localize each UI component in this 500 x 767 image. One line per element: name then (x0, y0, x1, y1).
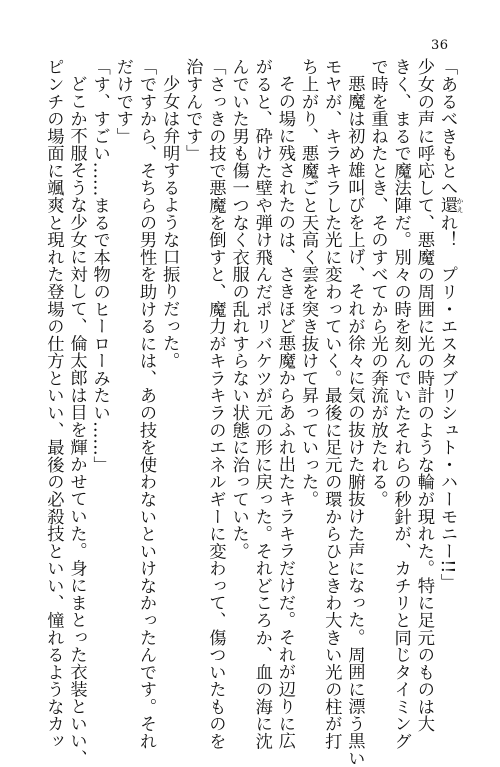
text-line-13: 少女は弁明するような口振りだった。 (159, 75, 180, 369)
text-line-7: ち上がり、悪魔ごと天高く雲を突き抜けて昇っていった。 (298, 58, 319, 508)
text-line-2: 少女の声に呼応して、悪魔の周囲に光の時計のような輪が現れた。特に足元のものは大 (413, 58, 434, 733)
text-line-10: んでいた男も傷一つなく衣服の乱れすらない状態に治っていた。 (228, 58, 249, 560)
text-line-9: がると、砕けた壁や弾け飛んだポリバケツが元の形に戻った。それどころか、血の海に沈 (251, 58, 272, 750)
text-line-16: 「す、すごい……まるで本物のヒーローみたい……」 (89, 58, 110, 473)
text-line-4: で時を重ねたとき、そのすべてから光の奔流が放たれる。 (367, 58, 388, 508)
page-number: 36 (431, 38, 449, 53)
text-line-17: どこか不服そうな少女に対して、倫太郎は目を輝かせていた。身にまとった衣装といい、 (66, 75, 87, 767)
vertical-text-block (43, 58, 464, 767)
text-line-14: 「ですから、そちらの男性を助けるには、あの技を使わないといけなかったんです。それ (135, 58, 156, 750)
text-line-8: その場に残されたのは、さきほど悪魔からあふれ出たキラキラだけだ。それが辺りに広 (274, 75, 295, 750)
text-line-1: 「あるべきもとへ還 かえれ！ プリ・エスタブリシュト・ハーモニー!!」 (437, 58, 464, 591)
text-line-6: モヤが、キラキラした光に変わっていく。最後に足元の環からひときわ大きい光の柱が打 (321, 58, 342, 750)
text-line-18: ピンチの場面に颯爽と現れた登場の仕方といい、最後の必殺技といい、憧れるようなカッ (43, 58, 64, 750)
text-line-12: 治すんです」 (182, 58, 203, 162)
text-line-3: きく、まるで魔法陣だ。別々の時を刻んでいたそれらの秒針が、カチリと同じタイミング (390, 58, 411, 750)
text-line-5: 悪魔は初め雄叫びを上げ、それが徐々に気の抜けた腑抜けた声になった。周囲に漂う黒い (344, 75, 365, 767)
text-line-15: だけです」 (112, 58, 133, 145)
text-line-11: 「さっきの技で悪魔を倒すと、魔力がキラキラのエネルギーに変わって、傷ついたものを (205, 58, 226, 750)
ruby-kaere: 還 かえ (437, 196, 464, 214)
